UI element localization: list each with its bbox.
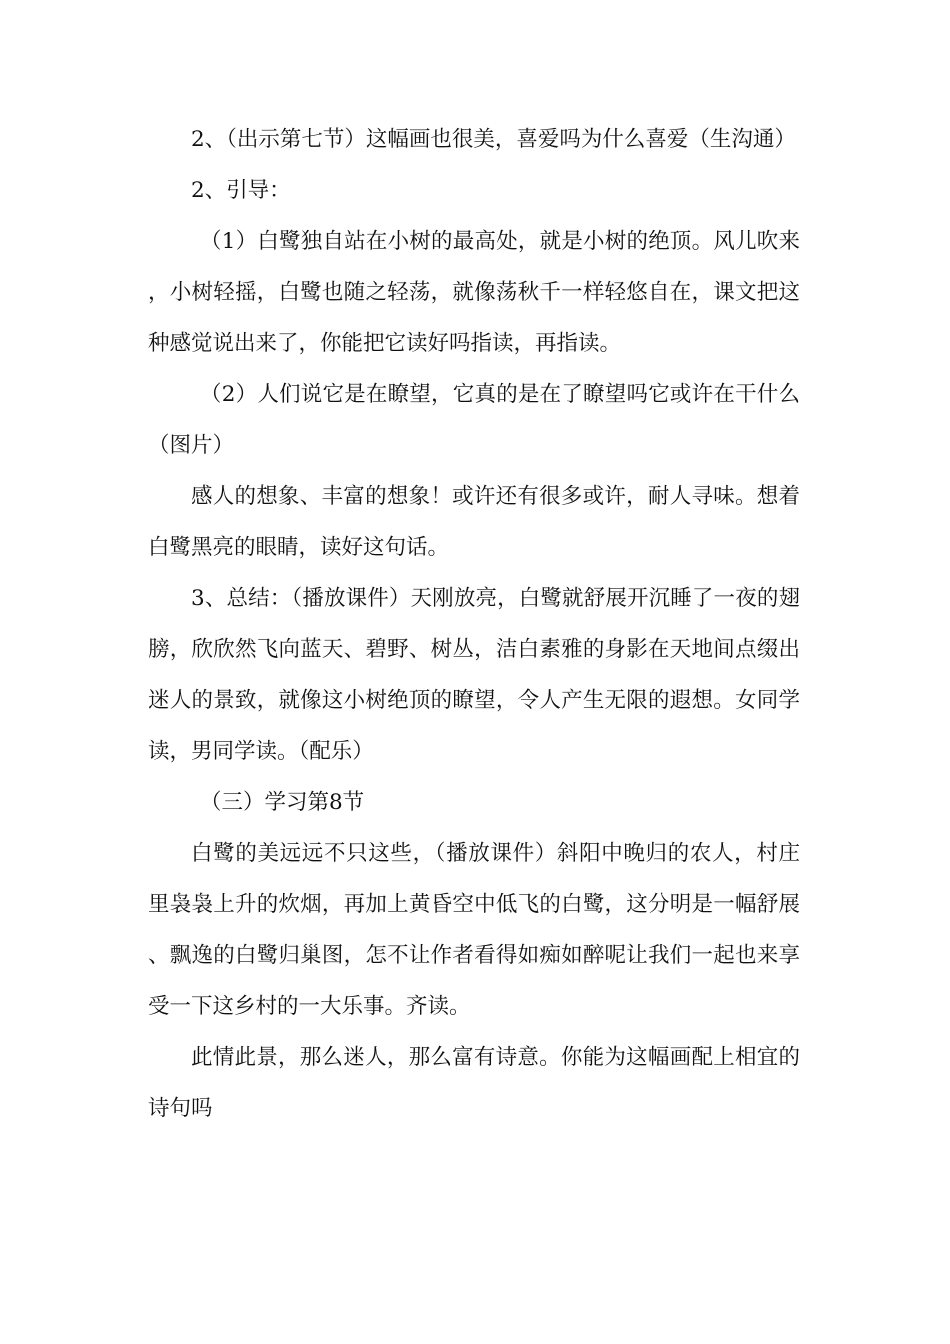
paragraph-guide-heading: 2、引导：	[191, 178, 291, 203]
paragraph-imagination: 感人的想象、丰富的想象！或许还有很多或许，耐人寻味。想着白鹭黑亮的眼睛，读好这句话。	[148, 484, 800, 560]
paragraph-poem-prompt: 此情此景，那么迷人，那么富有诗意。你能为这幅画配上相宜的诗句吗	[148, 1045, 800, 1121]
paragraph-guide-point-2: （2）人们说它是在瞭望，它真的是在了瞭望吗它或许在干什么（图片）	[148, 382, 800, 458]
paragraph-section-2-question: 2、（出示第七节）这幅画也很美，喜爱吗为什么喜爱（生沟通）	[191, 127, 796, 152]
paragraph-section-3-heading: （三）学习第8节	[200, 790, 365, 815]
paragraph-guide-point-1: （1）白鹭独自站在小树的最高处，就是小树的绝顶。风儿吹来，小树轻摇，白鹭也随之轻荡，就像荡秋千一样轻悠自在，课文把这种感觉说出来了，你能把它读好吗指读，再指读。	[148, 229, 800, 356]
paragraph-section-8-text: 白鹭的美远远不只这些，（播放课件）斜阳中晚归的农人，村庄里袅袅上升的炊烟，再加上黄昏空中低飞的白鹭，这分明是一幅舒展、飘逸的白鹭归巢图，怎不让作者看得如痴如醉呢让我们一起也来享受一下这乡村的一大乐事。齐读。	[148, 841, 800, 1019]
document-body	[148, 114, 800, 1134]
paragraph-summary: 3、总结：（播放课件）天刚放亮，白鹭就舒展开沉睡了一夜的翅膀，欣欣然飞向蓝天、碧野、树丛，洁白素雅的身影在天地间点缀出迷人的景致，就像这小树绝顶的瞭望，令人产生无限的遐想。女同学读，男同学读。（配乐）	[148, 586, 800, 764]
